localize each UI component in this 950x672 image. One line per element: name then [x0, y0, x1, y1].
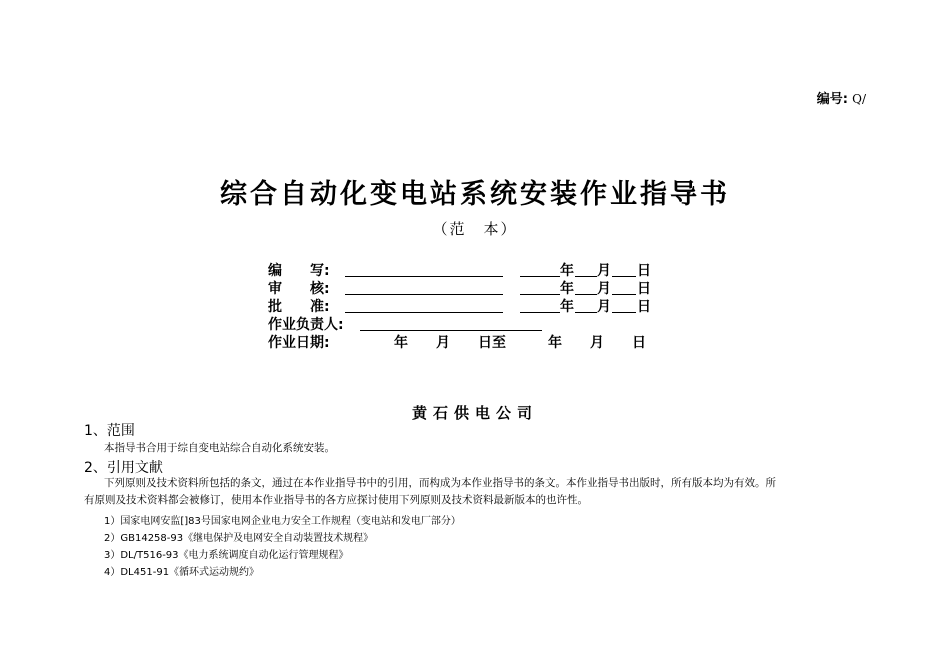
month-label: 月 [597, 263, 611, 279]
work-date-row [268, 334, 646, 352]
reference-item: 4）DL451-91《循环式运动规约》 [104, 567, 260, 578]
reference-item: 3）DL/T516-93《电力系统调度自动化运行管理规程》 [104, 550, 349, 561]
year-label: 年 [560, 281, 574, 297]
section-heading-scope: 1、范围 [84, 423, 135, 439]
day-label: 日 [637, 281, 651, 297]
document-number [817, 88, 866, 107]
document-number-value: Q/ [852, 92, 866, 106]
month-line [575, 294, 597, 295]
signature-line [345, 312, 503, 313]
owner-label: 作业负责人: [268, 317, 344, 333]
section-heading-references: 2、引用文献 [84, 460, 163, 476]
reference-item: 2）GB14258-93《继电保护及电网安全自动装置技术规程》 [104, 533, 374, 544]
signoff-row-write [268, 262, 651, 280]
day-line [612, 276, 636, 277]
reference-item: 1）国家电网安监[]83号国家电网企业电力安全工作规程（变电站和发电厂部分） [104, 516, 461, 527]
month-label: 月 [597, 281, 611, 297]
month-line [575, 312, 597, 313]
year-label: 年 [560, 299, 574, 315]
work-date-label: 作业日期: [268, 335, 330, 351]
references-paragraph-line1: 下列原则及技术资料所包括的条文，通过在本作业指导书中的引用，而构成为本作业指导书的条文。本作业指导书出版时，所有版本均为有效。所 [104, 477, 776, 489]
signoff-block [268, 262, 651, 352]
document-title: 综合自动化变电站系统安装作业指导书 [220, 179, 730, 210]
owner-row [268, 316, 344, 334]
month-label: 月 [597, 299, 611, 315]
year-label: 年 [560, 263, 574, 279]
signature-line [345, 276, 503, 277]
year-line [520, 276, 560, 277]
scope-text: 本指导书合用于综自变电站综合自动化系统安装。 [104, 442, 335, 454]
day-label: 日 [637, 299, 651, 315]
year-line [520, 294, 560, 295]
signoff-label: 批 准: [268, 299, 330, 315]
day-line [612, 294, 636, 295]
work-date-range: 年 月 日至 年 月 日 [394, 335, 646, 351]
signoff-row-approve [268, 298, 651, 316]
references-paragraph-line2: 有原则及技术资料都会被修订，使用本作业指导书的各方应探讨使用下列原则及技术资料最新版本的也许性。 [84, 494, 588, 506]
signoff-label: 编 写: [268, 263, 330, 279]
month-line [575, 276, 597, 277]
owner-signature-line [360, 330, 542, 331]
year-line [520, 312, 560, 313]
day-label: 日 [637, 263, 651, 279]
signoff-row-review [268, 280, 651, 298]
document-subtitle: （范 本） [432, 220, 518, 238]
signoff-label: 审 核: [268, 281, 330, 297]
company-name: 黄石供电公司 [411, 404, 538, 422]
day-line [612, 312, 636, 313]
document-number-label: 编号: [816, 92, 848, 107]
signature-line [345, 294, 503, 295]
